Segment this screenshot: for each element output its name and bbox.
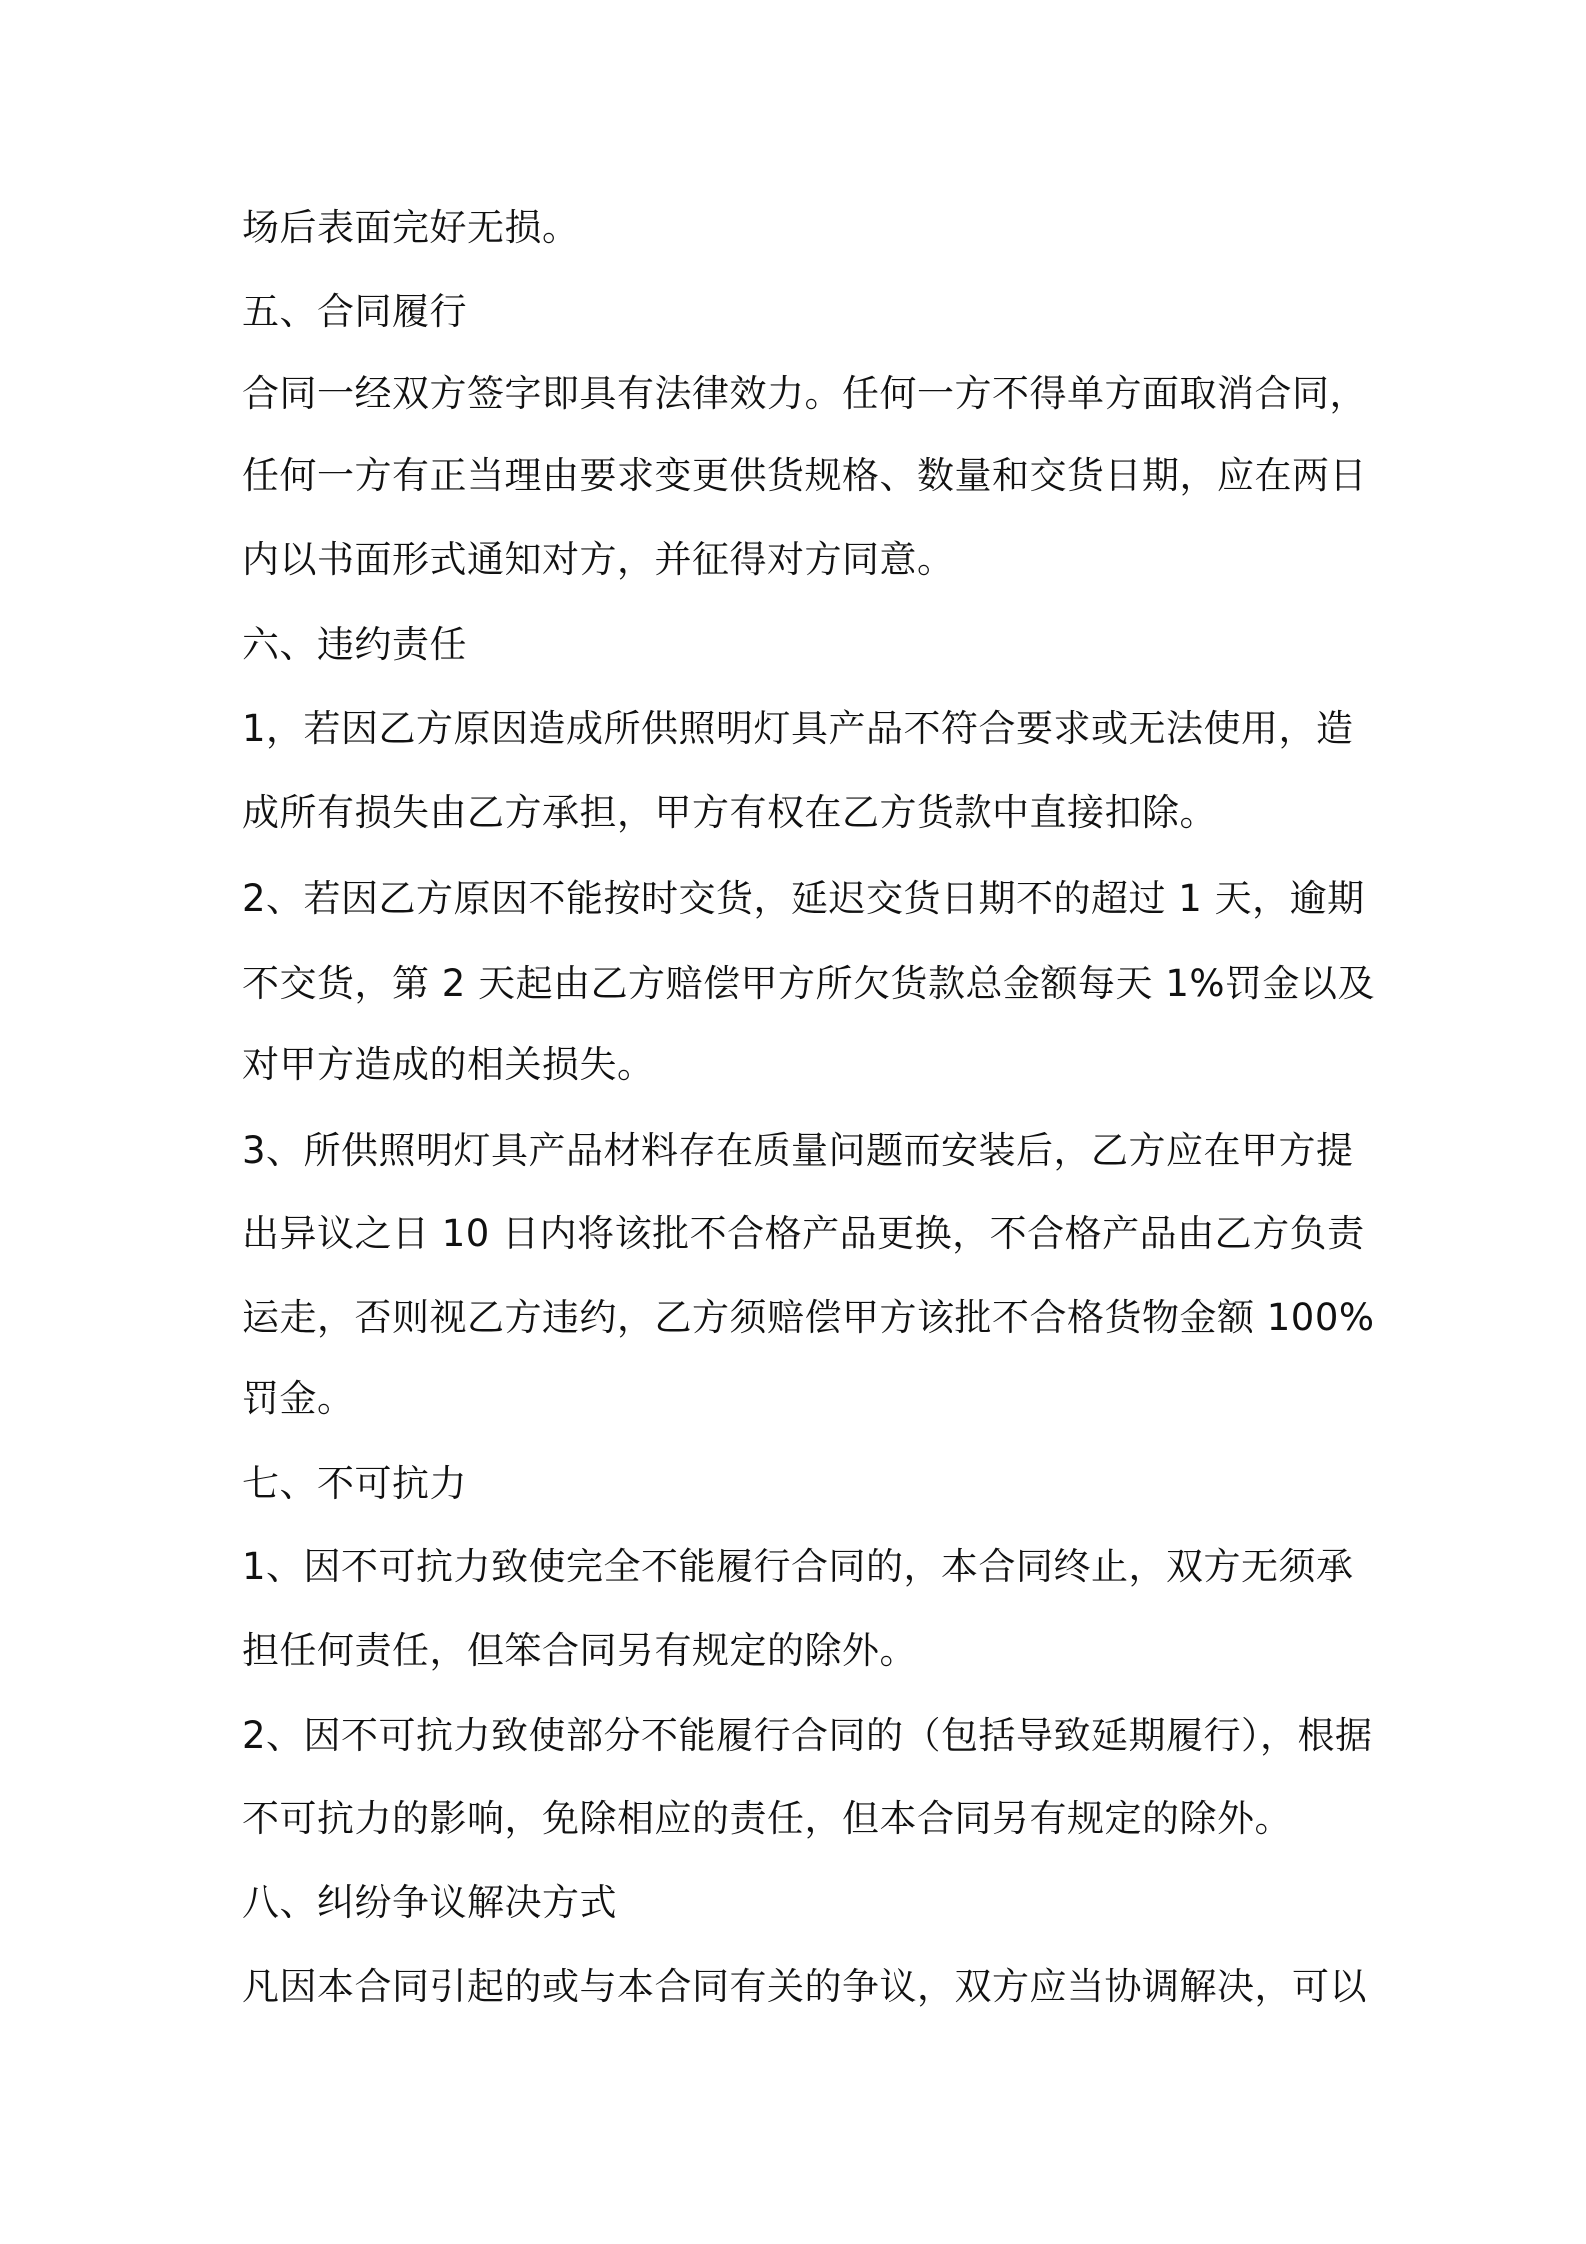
paragraph-line: 凡因本合同引起的或与本合同有关的争议，双方应当协调解决，可以 [242, 1965, 1367, 2008]
paragraph-line: 2、因不可抗力致使部分不能履行合同的（包括导致延期履行），根据 [242, 1714, 1373, 1757]
paragraph-line: 成所有损失由乙方承担，甲方有权在乙方货款中直接扣除。 [242, 791, 1217, 834]
paragraph-line: 场后表面完好无损。 [242, 206, 580, 249]
paragraph-line: 2、若因乙方原因不能按时交货，延迟交货日期不的超过 1 天，逾期 [242, 877, 1365, 920]
paragraph-line: 1，若因乙方原因造成所供照明灯具产品不符合要求或无法使用，造 [242, 707, 1354, 750]
paragraph-line: 任何一方有正当理由要求变更供货规格、数量和交货日期，应在两日 [242, 454, 1367, 497]
section-heading-7: 七、不可抗力 [242, 1462, 467, 1505]
paragraph-line: 3、所供照明灯具产品材料存在质量问题而安装后，乙方应在甲方提 [242, 1129, 1354, 1172]
paragraph-line: 对甲方造成的相关损失。 [242, 1043, 655, 1086]
paragraph-line: 内以书面形式通知对方，并征得对方同意。 [242, 538, 955, 581]
paragraph-line: 出异议之日 10 日内将该批不合格产品更换，不合格产品由乙方负责 [242, 1212, 1365, 1255]
paragraph-line: 不交货，第 2 天起由乙方赔偿甲方所欠货款总金额每天 1%罚金以及 [242, 962, 1376, 1005]
paragraph-line: 担任何责任，但笨合同另有规定的除外。 [242, 1629, 917, 1672]
section-heading-5: 五、合同履行 [242, 290, 467, 333]
paragraph-line: 合同一经双方签字即具有法律效力。任何一方不得单方面取消合同， [242, 372, 1367, 415]
section-heading-6: 六、违约责任 [242, 623, 467, 666]
paragraph-line: 不可抗力的影响，免除相应的责任，但本合同另有规定的除外。 [242, 1797, 1292, 1840]
section-heading-8: 八、纠纷争议解决方式 [242, 1881, 617, 1924]
paragraph-line: 运走，否则视乙方违约，乙方须赔偿甲方该批不合格货物金额 100% [242, 1296, 1375, 1339]
paragraph-line: 罚金。 [242, 1377, 355, 1420]
paragraph-line: 1、因不可抗力致使完全不能履行合同的，本合同终止，双方无须承 [242, 1545, 1354, 1588]
